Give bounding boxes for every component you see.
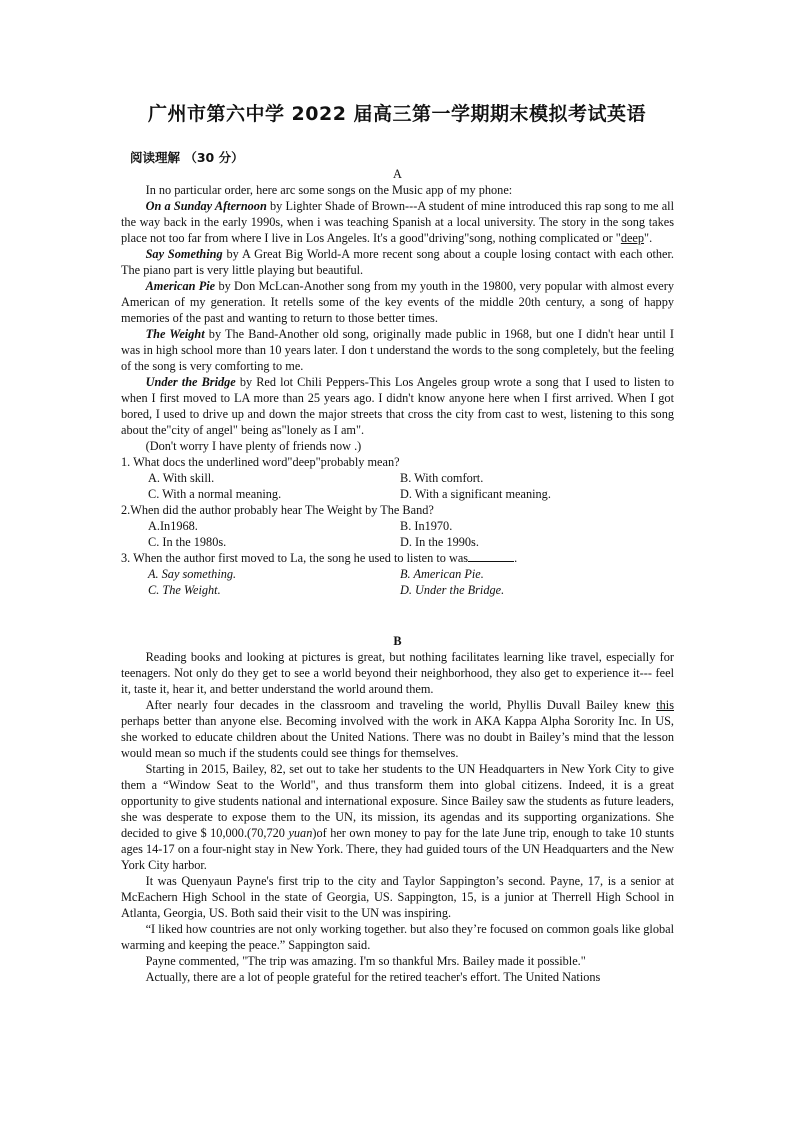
answer-blank	[468, 550, 514, 562]
paragraph	[121, 761, 674, 873]
paragraph-text: Starting in 2015, Bailey, 82, set out to take her students to the UN Headquarters in New York City to give them a “Window Seat to the World", and thus transform them into global citizens. Indeed, it is a great opportunity to give students national and international exposure. Since Bailey saw the students as future leaders, she was desperate to expose them to the UN, its mission, its agendas and its supporting organizations. She decided to give $ 10,000.(70,720	[121, 762, 674, 840]
song-title: The Weight	[145, 327, 205, 341]
song-title: Under the Bridge	[145, 375, 236, 389]
option-a: A.In1968.	[148, 519, 198, 533]
option-a: A. With skill.	[148, 471, 215, 485]
song-text: by The Band-Another old song, originally made public in 1968, but one I didn't hear until I was in high school more than 10 years later. I don t understand the words to the song completely, but the feeling of the song is very comforting to me.	[121, 327, 674, 373]
option-c: C. With a normal meaning.	[148, 487, 282, 501]
paragraph: Reading books and looking at pictures is great, but nothing facilitates learning like travel, especially for teenagers. Not only do they get to see a world beyond their neighborhood, they also get to experience it--- feel it, taste it, hear it, and better understand the world around them.	[121, 650, 674, 696]
question-stem-wrap: 3. When the author first moved to La, the song he used to listen to was .	[121, 551, 518, 565]
passage-a-letter: A	[393, 167, 402, 181]
paragraph: Actually, there are a lot of people grateful for the retired teacher's effort. The United Nations	[145, 970, 601, 984]
question-3	[121, 550, 674, 598]
question-1	[121, 454, 674, 502]
underlined-word: this	[656, 698, 674, 712]
paragraph-text: After nearly four decades in the classroom and traveling the world, Phyllis Duvall Bailey knew	[145, 698, 657, 712]
italic-word: yuan	[288, 826, 313, 840]
song-text: ".	[644, 231, 653, 245]
paragraph-text: )of her own money to pay for the late June trip, enough to take 10 stunts ages 14-17 on a four-night stay in New York. There, they had guided tours of the UN Headquarters and the New York City harbor.	[121, 826, 674, 872]
song-title: American Pie	[145, 279, 216, 293]
passage-a-closing: (Don't worry I have plenty of friends now .)	[145, 439, 362, 453]
question-stem: 2.When did the author probably hear The Weight by The Band?	[121, 503, 434, 517]
question-stem: 1. What docs the underlined word"deep"probably mean?	[121, 455, 400, 469]
section-heading: 阅读理解 （30 分）	[130, 150, 244, 165]
paragraph: It was Quenyaun Payne's first trip to the city and Taylor Sappington’s second. Payne, 17, is a senior at McEachern High School in the state of Georgia, US. Sappington, 15, is a junior at Therrell High School in Atlanta, Georgia, US. Both said their visit to the UN was inspiring.	[121, 874, 674, 920]
paragraph-text: perhaps better than anyone else. Becoming involved with the work in AKA Kappa Alpha Sorority Inc. In US, she worked to educate children about the United Nations. There was no doubt in Bailey’s mind that the lesson would mean so much if the students could see things for themselves.	[121, 714, 674, 760]
paragraph: Payne commented, "The trip was amazing. I'm so thankful Mrs. Bailey made it possible."	[145, 954, 586, 968]
passage-b-letter: B	[393, 634, 402, 648]
paragraph: “I liked how countries are not only working together. but also they’re focused on common goals like global warming and keeping the peace.” Sappington said.	[121, 922, 674, 952]
song-text: by A Great Big World-A more recent song about a couple losing contact with each other. The piano part is very little playing but beautiful.	[121, 247, 674, 277]
option-b: B. In1970.	[400, 519, 453, 533]
song-text: by Don McLcan-Another song from my youth in the 19800, very popular with almost every American of my generation. It retells some of the key events of the middle 20th century, a song of happy memories of the past and wanting to return to those better times.	[121, 279, 674, 325]
question-stem: 3. When the author first moved to La, the song he used to listen to was	[121, 551, 469, 565]
option-b: B. American Pie.	[400, 567, 484, 581]
song-paragraph	[121, 246, 674, 278]
song-text: by Lighter Shade of Brown---A student of mine introduced this rap song to me all the way back in the early 1990s, when i was teaching Spanish at a local university. The story in the song takes place not too far from where I live in Los Angeles. It's a good"driving"song, nothing complicated or "	[121, 199, 674, 245]
option-a: A. Say something.	[148, 567, 237, 581]
question-2	[121, 502, 674, 550]
option-d: D. Under the Bridge.	[400, 583, 505, 597]
option-c: C. The Weight.	[148, 583, 221, 597]
song-paragraph	[121, 326, 674, 374]
paragraph	[121, 697, 674, 761]
passage-b	[121, 633, 674, 985]
option-c: C. In the 1980s.	[148, 535, 227, 549]
song-text: by Red lot Chili Peppers-This Los Angeles group wrote a song that I used to listen to when I first moved to LA more than 25 years ago. I didn't know anyone here when I first arrived. When I got bored, I used to drive up and down the major streets that cross the city from cast to west, listening to this song about the"city of angel" being as"lonely as I am".	[121, 375, 674, 437]
option-d: D. In the 1990s.	[400, 535, 479, 549]
song-title: Say Something	[145, 247, 223, 261]
underlined-word: deep	[620, 231, 645, 245]
option-b: B. With comfort.	[400, 471, 484, 485]
song-title: On a Sunday Afternoon	[145, 199, 267, 213]
option-d: D. With a significant meaning.	[400, 487, 551, 501]
song-paragraph	[121, 198, 674, 246]
page-title: 广州市第六中学 2022 届高三第一学期期末模拟考试英语	[147, 103, 647, 125]
passage-a	[121, 166, 674, 598]
song-paragraph	[121, 278, 674, 326]
passage-a-intro: In no particular order, here arc some songs on the Music app of my phone:	[145, 183, 513, 197]
song-paragraph	[121, 374, 674, 438]
